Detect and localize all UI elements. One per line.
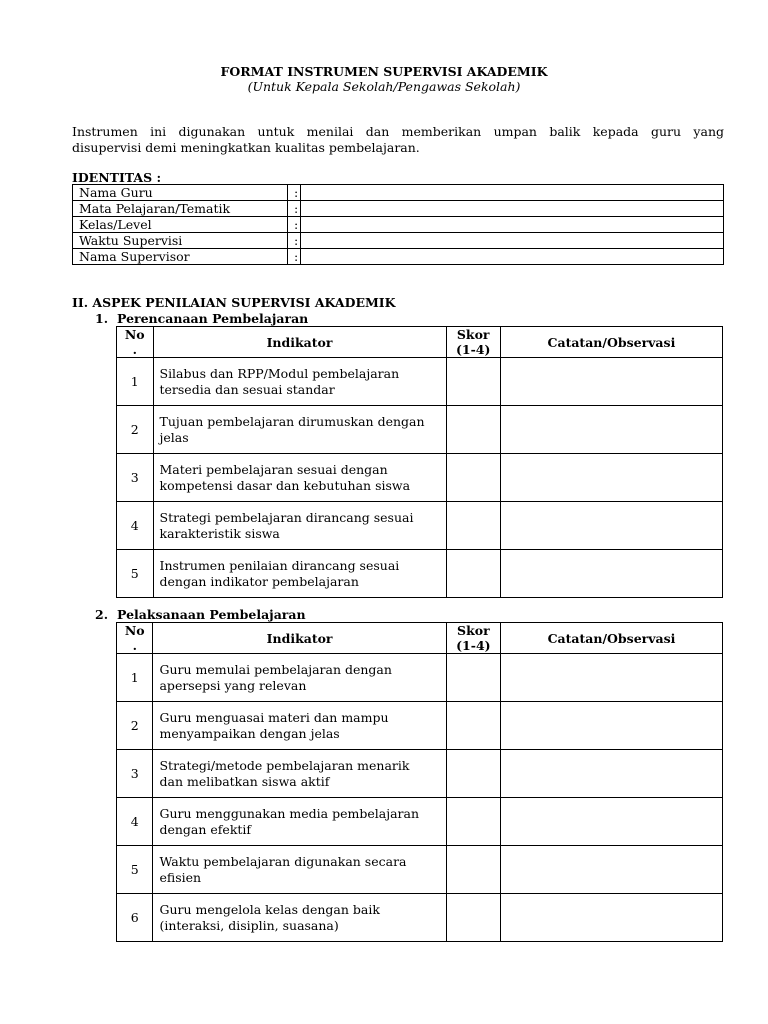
col-catatan-header: Catatan/Observasi bbox=[500, 327, 722, 358]
identitas-colon: : bbox=[288, 217, 301, 233]
indikator-line-1: Tujuan pembelajaran dirumuskan dengan bbox=[159, 413, 425, 429]
indikator-line-2: tersedia dan sesuai standar bbox=[159, 381, 335, 397]
catatan-field[interactable] bbox=[500, 502, 722, 550]
part-2-number: 2. bbox=[95, 607, 109, 622]
identitas-label: Mata Pelajaran/Tematik bbox=[73, 201, 288, 217]
identitas-value-field[interactable] bbox=[301, 233, 724, 249]
identitas-row bbox=[73, 233, 724, 249]
table-row bbox=[117, 358, 723, 406]
intro-line-1: Instrumen ini digunakan untuk menilai dan memberikan umpan balik kepada guru yang bbox=[72, 124, 724, 139]
indikator-line-2: apersepsi yang relevan bbox=[159, 677, 307, 693]
part-2-title: Pelaksanaan Pembelajaran bbox=[117, 607, 306, 622]
indikator-line-1: Guru menggunakan media pembelajaran bbox=[159, 805, 420, 821]
table-row bbox=[117, 654, 723, 702]
indikator-line-2: karakteristik siswa bbox=[159, 525, 280, 541]
identitas-table bbox=[72, 184, 724, 265]
indikator-line-1: Guru mengelola kelas dengan baik bbox=[159, 901, 380, 917]
catatan-field[interactable] bbox=[501, 702, 723, 750]
table-header-row bbox=[117, 623, 723, 654]
catatan-field[interactable] bbox=[500, 406, 722, 454]
indikator-cell bbox=[153, 846, 446, 894]
part-2-heading bbox=[95, 607, 306, 622]
intro-line-2: disupervisi demi meningkatkan kualitas pembelajaran. bbox=[72, 140, 420, 155]
indikator-line-1: Materi pembelajaran sesuai dengan bbox=[159, 461, 388, 477]
row-number: 2 bbox=[117, 406, 154, 454]
identitas-value-field[interactable] bbox=[301, 249, 724, 265]
skor-field[interactable] bbox=[446, 702, 500, 750]
identitas-colon: : bbox=[288, 249, 301, 265]
col-no-header: No . bbox=[117, 327, 154, 358]
indikator-line-2: (interaksi, disiplin, suasana) bbox=[159, 917, 339, 933]
catatan-field[interactable] bbox=[501, 798, 723, 846]
table-header-row bbox=[117, 327, 723, 358]
row-number: 1 bbox=[117, 654, 153, 702]
table-row bbox=[117, 454, 723, 502]
catatan-field[interactable] bbox=[501, 894, 723, 942]
row-number: 6 bbox=[117, 894, 153, 942]
catatan-field[interactable] bbox=[501, 846, 723, 894]
section-2-heading: II. ASPEK PENILAIAN SUPERVISI AKADEMIK bbox=[72, 295, 396, 310]
indikator-line-2: dengan efektif bbox=[159, 821, 252, 837]
skor-field[interactable] bbox=[446, 894, 500, 942]
col-indikator-header: Indikator bbox=[153, 623, 446, 654]
part-1-title: Perencanaan Pembelajaran bbox=[117, 311, 309, 326]
skor-field[interactable] bbox=[446, 358, 500, 406]
col-catatan-header: Catatan/Observasi bbox=[501, 623, 723, 654]
catatan-field[interactable] bbox=[500, 358, 722, 406]
identitas-colon: : bbox=[288, 233, 301, 249]
skor-field[interactable] bbox=[446, 502, 500, 550]
identitas-row bbox=[73, 249, 724, 265]
catatan-field[interactable] bbox=[501, 654, 723, 702]
identitas-row bbox=[73, 201, 724, 217]
skor-field[interactable] bbox=[446, 654, 500, 702]
skor-field[interactable] bbox=[446, 846, 500, 894]
identitas-label: Kelas/Level bbox=[73, 217, 288, 233]
row-number: 3 bbox=[117, 454, 154, 502]
skor-field[interactable] bbox=[446, 454, 500, 502]
row-number: 4 bbox=[117, 502, 154, 550]
pelaksanaan-table bbox=[116, 622, 723, 942]
indikator-line-2: menyampaikan dengan jelas bbox=[159, 725, 340, 741]
indikator-line-1: Waktu pembelajaran digunakan secara bbox=[159, 853, 407, 869]
identitas-value-field[interactable] bbox=[301, 201, 724, 217]
row-number: 5 bbox=[117, 550, 154, 598]
row-number: 3 bbox=[117, 750, 153, 798]
indikator-line-2: jelas bbox=[159, 429, 189, 445]
identitas-row bbox=[73, 185, 724, 201]
table-row bbox=[117, 406, 723, 454]
indikator-cell bbox=[153, 798, 446, 846]
skor-field[interactable] bbox=[446, 406, 500, 454]
identitas-value-field[interactable] bbox=[301, 217, 724, 233]
document-title: FORMAT INSTRUMEN SUPERVISI AKADEMIK bbox=[220, 64, 548, 79]
indikator-line-2: dengan indikator pembelajaran bbox=[159, 573, 359, 589]
table-row bbox=[117, 702, 723, 750]
part-1-number: 1. bbox=[95, 311, 109, 326]
table-row bbox=[117, 502, 723, 550]
skor-field[interactable] bbox=[446, 550, 500, 598]
indikator-cell bbox=[153, 550, 446, 598]
catatan-field[interactable] bbox=[501, 750, 723, 798]
table-row bbox=[117, 894, 723, 942]
indikator-cell bbox=[153, 358, 446, 406]
perencanaan-table bbox=[116, 326, 723, 598]
indikator-line-1: Strategi pembelajaran dirancang sesuai bbox=[159, 509, 414, 525]
indikator-line-2: kompetensi dasar dan kebutuhan siswa bbox=[159, 477, 411, 493]
indikator-cell bbox=[153, 406, 446, 454]
identitas-value-field[interactable] bbox=[301, 185, 724, 201]
identitas-label: Waktu Supervisi bbox=[73, 233, 288, 249]
table-row bbox=[117, 798, 723, 846]
catatan-field[interactable] bbox=[500, 550, 722, 598]
document-subtitle: (Untuk Kepala Sekolah/Pengawas Sekolah) bbox=[247, 79, 521, 94]
indikator-line-2: dan melibatkan siswa aktif bbox=[159, 773, 330, 789]
indikator-cell bbox=[153, 750, 446, 798]
col-skor-header: Skor (1-4) bbox=[446, 623, 500, 654]
indikator-line-1: Instrumen penilaian dirancang sesuai bbox=[159, 557, 400, 573]
table-row bbox=[117, 846, 723, 894]
identitas-colon: : bbox=[288, 185, 301, 201]
indikator-cell bbox=[153, 702, 446, 750]
identitas-label: Nama Supervisor bbox=[73, 249, 288, 265]
table-row bbox=[117, 550, 723, 598]
col-no-header: No . bbox=[117, 623, 153, 654]
indikator-cell bbox=[153, 654, 446, 702]
identitas-label: Nama Guru bbox=[73, 185, 288, 201]
indikator-cell bbox=[153, 894, 446, 942]
intro-paragraph bbox=[72, 124, 724, 156]
identitas-row bbox=[73, 217, 724, 233]
table-row bbox=[117, 750, 723, 798]
skor-field[interactable] bbox=[446, 750, 500, 798]
row-number: 4 bbox=[117, 798, 153, 846]
identitas-colon: : bbox=[288, 201, 301, 217]
indikator-line-2: efisien bbox=[159, 869, 202, 885]
skor-field[interactable] bbox=[446, 798, 500, 846]
row-number: 1 bbox=[117, 358, 154, 406]
indikator-line-1: Strategi/metode pembelajaran menarik bbox=[159, 757, 410, 773]
indikator-cell bbox=[153, 502, 446, 550]
indikator-line-1: Guru menguasai materi dan mampu bbox=[159, 709, 389, 725]
indikator-line-1: Silabus dan RPP/Modul pembelajaran bbox=[159, 365, 400, 381]
indikator-line-1: Guru memulai pembelajaran dengan bbox=[159, 661, 392, 677]
col-indikator-header: Indikator bbox=[153, 327, 446, 358]
indikator-cell bbox=[153, 454, 446, 502]
catatan-field[interactable] bbox=[500, 454, 722, 502]
row-number: 5 bbox=[117, 846, 153, 894]
col-skor-header: Skor (1-4) bbox=[446, 327, 500, 358]
row-number: 2 bbox=[117, 702, 153, 750]
part-1-heading bbox=[95, 311, 308, 326]
identitas-heading: IDENTITAS : bbox=[72, 170, 162, 185]
